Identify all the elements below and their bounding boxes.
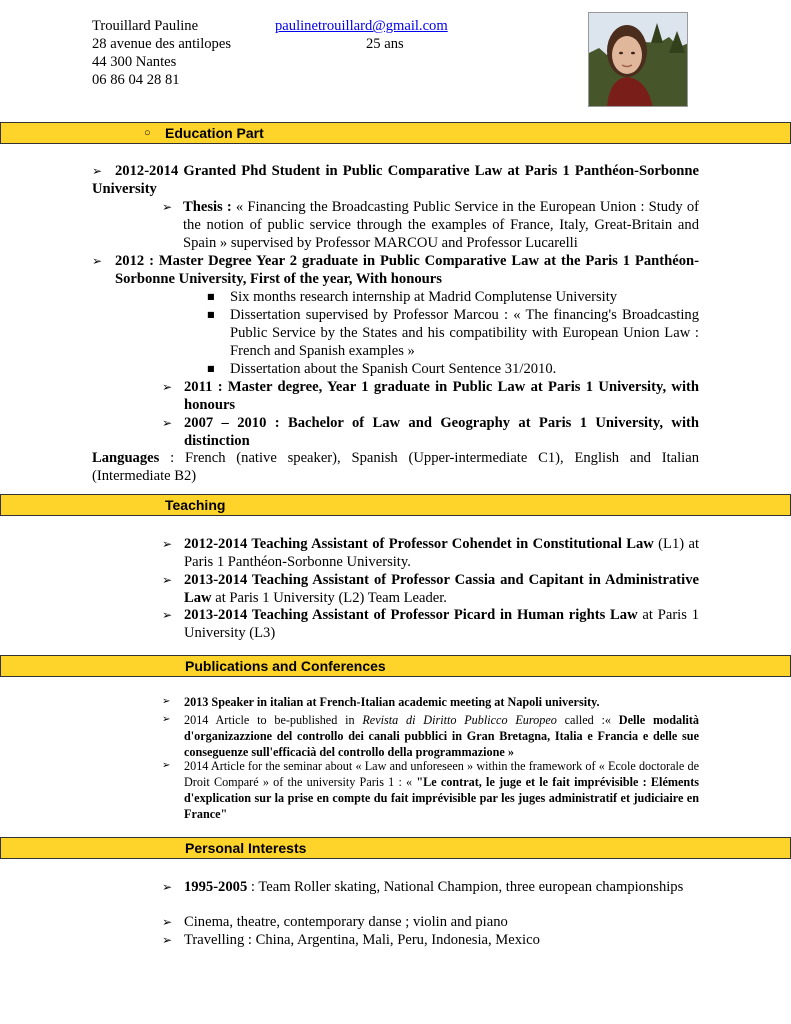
- section-bar-interests: [0, 837, 791, 859]
- arrow-bullet-icon: ➢: [162, 537, 173, 551]
- publication-item: [184, 712, 699, 760]
- interest-text: : Team Roller skating, National Champion, three european championships: [247, 879, 684, 895]
- arrow-bullet-icon: ➢: [162, 416, 173, 430]
- section-title-interests: Personal Interests: [185, 840, 307, 856]
- thesis-text: « Financing the Broadcasting Public Service in the European Union : Study of the notion of public service through the examples of France, Italy, Great-Britain and Spain » supervised by Professor MARCOU and Professor Lucarelli: [183, 199, 699, 251]
- section-bar-education: [0, 122, 791, 144]
- publication-text: 2014 Article to be-published in: [184, 713, 363, 727]
- thesis-entry: [183, 198, 699, 252]
- arrow-bullet-icon: ➢: [162, 714, 171, 725]
- phone: 06 86 04 28 81: [92, 72, 180, 88]
- master2-entry: 2012 : Master Degree Year 2 graduate in Public Comparative Law at the Paris 1 Panthéon-Sorbonne University, First of the year, With honours: [115, 253, 699, 287]
- square-bullet-icon: ■: [207, 310, 215, 319]
- square-bullet-icon: ■: [207, 364, 215, 373]
- circle-bullet-icon: ○: [144, 127, 151, 139]
- teaching-item: [184, 606, 699, 642]
- teaching-detail: at Paris 1 University (L3): [184, 607, 699, 641]
- interest-years: 1995-2005: [184, 879, 248, 895]
- candidate-name: Trouillard Pauline: [92, 18, 199, 34]
- section-title-education: Education Part: [165, 125, 264, 141]
- address: 28 avenue des antilopes: [92, 36, 232, 52]
- interest-item: [184, 878, 699, 896]
- arrow-bullet-icon: ➢: [92, 254, 103, 268]
- section-bar-teaching: [0, 494, 791, 516]
- publication-title: Delle modalità d'organizazzione del controllo dei canali pubblici in Gran Bretagna, Italia e Francia e delle sue conseguenze sull'efficacià del controllo della programmazione »: [184, 713, 699, 759]
- arrow-bullet-icon: ➢: [162, 880, 173, 894]
- city: 44 300 Nantes: [92, 54, 177, 70]
- languages-entry: [92, 449, 699, 485]
- arrow-bullet-icon: ➢: [162, 933, 173, 947]
- interest-item: Cinema, theatre, contemporary danse ; violin and piano: [184, 914, 508, 930]
- email-link[interactable]: paulinetrouillard@gmail.com: [275, 18, 448, 34]
- arrow-bullet-icon: ➢: [92, 164, 103, 178]
- section-bar-publications: [0, 655, 791, 677]
- teaching-detail: at Paris 1 University (L2) Team Leader.: [211, 590, 447, 606]
- publication-item: [184, 758, 699, 822]
- master1-entry: 2011 : Master degree, Year 1 graduate in Public Law at Paris 1 University, with honours: [184, 379, 699, 413]
- arrow-bullet-icon: ➢: [162, 608, 173, 622]
- age: 25 ans: [366, 36, 404, 52]
- arrow-bullet-icon: ➢: [162, 573, 173, 587]
- teaching-detail: (L1) at Paris 1 Panthéon-Sorbonne University.: [184, 536, 700, 570]
- portrait-image: [589, 13, 688, 107]
- publication-text: called :«: [556, 713, 619, 727]
- languages-label: Languages: [92, 450, 160, 466]
- section-title-publications: Publications and Conferences: [185, 658, 386, 674]
- languages-text: : French (native speaker), Spanish (Upper-intermediate C1), English and Italian (Intermediate B2): [92, 450, 699, 484]
- teaching-role: 2013-2014 Teaching Assistant of Professor Picard in Human rights Law: [184, 607, 638, 623]
- teaching-role: 2012-2014 Teaching Assistant of Professor Cohendet in Constitutional Law: [184, 536, 654, 552]
- interest-item: Travelling : China, Argentina, Mali, Peru, Indonesia, Mexico: [184, 932, 540, 948]
- profile-photo: [588, 12, 688, 107]
- section-title-teaching: Teaching: [165, 497, 226, 513]
- m2-item: Dissertation about the Spanish Court Sentence 31/2010.: [230, 361, 557, 377]
- thesis-label: Thesis :: [183, 199, 232, 215]
- m2-item: Six months research internship at Madrid Complutense University: [230, 289, 618, 305]
- arrow-bullet-icon: ➢: [162, 696, 171, 707]
- publication-item: 2013 Speaker in italian at French-Italian academic meeting at Napoli university.: [184, 695, 600, 709]
- arrow-bullet-icon: ➢: [162, 760, 171, 771]
- arrow-bullet-icon: ➢: [162, 915, 173, 929]
- teaching-role: 2013-2014 Teaching Assistant of Professor Cassia and Capitant in Administrative Law: [184, 572, 699, 606]
- arrow-bullet-icon: ➢: [162, 380, 173, 394]
- bachelor-entry: 2007 – 2010 : Bachelor of Law and Geography at Paris 1 University, with distinction: [184, 415, 699, 449]
- publication-title: "Le contrat, le juge et le fait imprévisible : Eléments d'explication sur la prise en compte du fait imprévisible par les juges administratif et judiciaire en France": [184, 775, 699, 821]
- publication-text: 2014 Article for the seminar about « Law and unforeseen » within the framework of « Ecole doctorale de Droit Comparé » of the university Paris 1 : «: [184, 759, 699, 789]
- teaching-item: [184, 535, 699, 571]
- m2-item: Dissertation supervised by Professor Marcou : « The financing's Broadcasting Public Service by the States and his compatibility with European Union Law : French and Spanish examples »: [230, 307, 699, 359]
- publication-journal: Revista di Diritto Publicco Europeo: [362, 713, 557, 727]
- square-bullet-icon: ■: [207, 292, 215, 301]
- teaching-item: [184, 571, 699, 607]
- arrow-bullet-icon: ➢: [162, 200, 173, 214]
- phd-entry: 2012-2014 Granted Phd Student in Public Comparative Law at Paris 1 Panthéon-Sorbonne University: [92, 163, 699, 197]
